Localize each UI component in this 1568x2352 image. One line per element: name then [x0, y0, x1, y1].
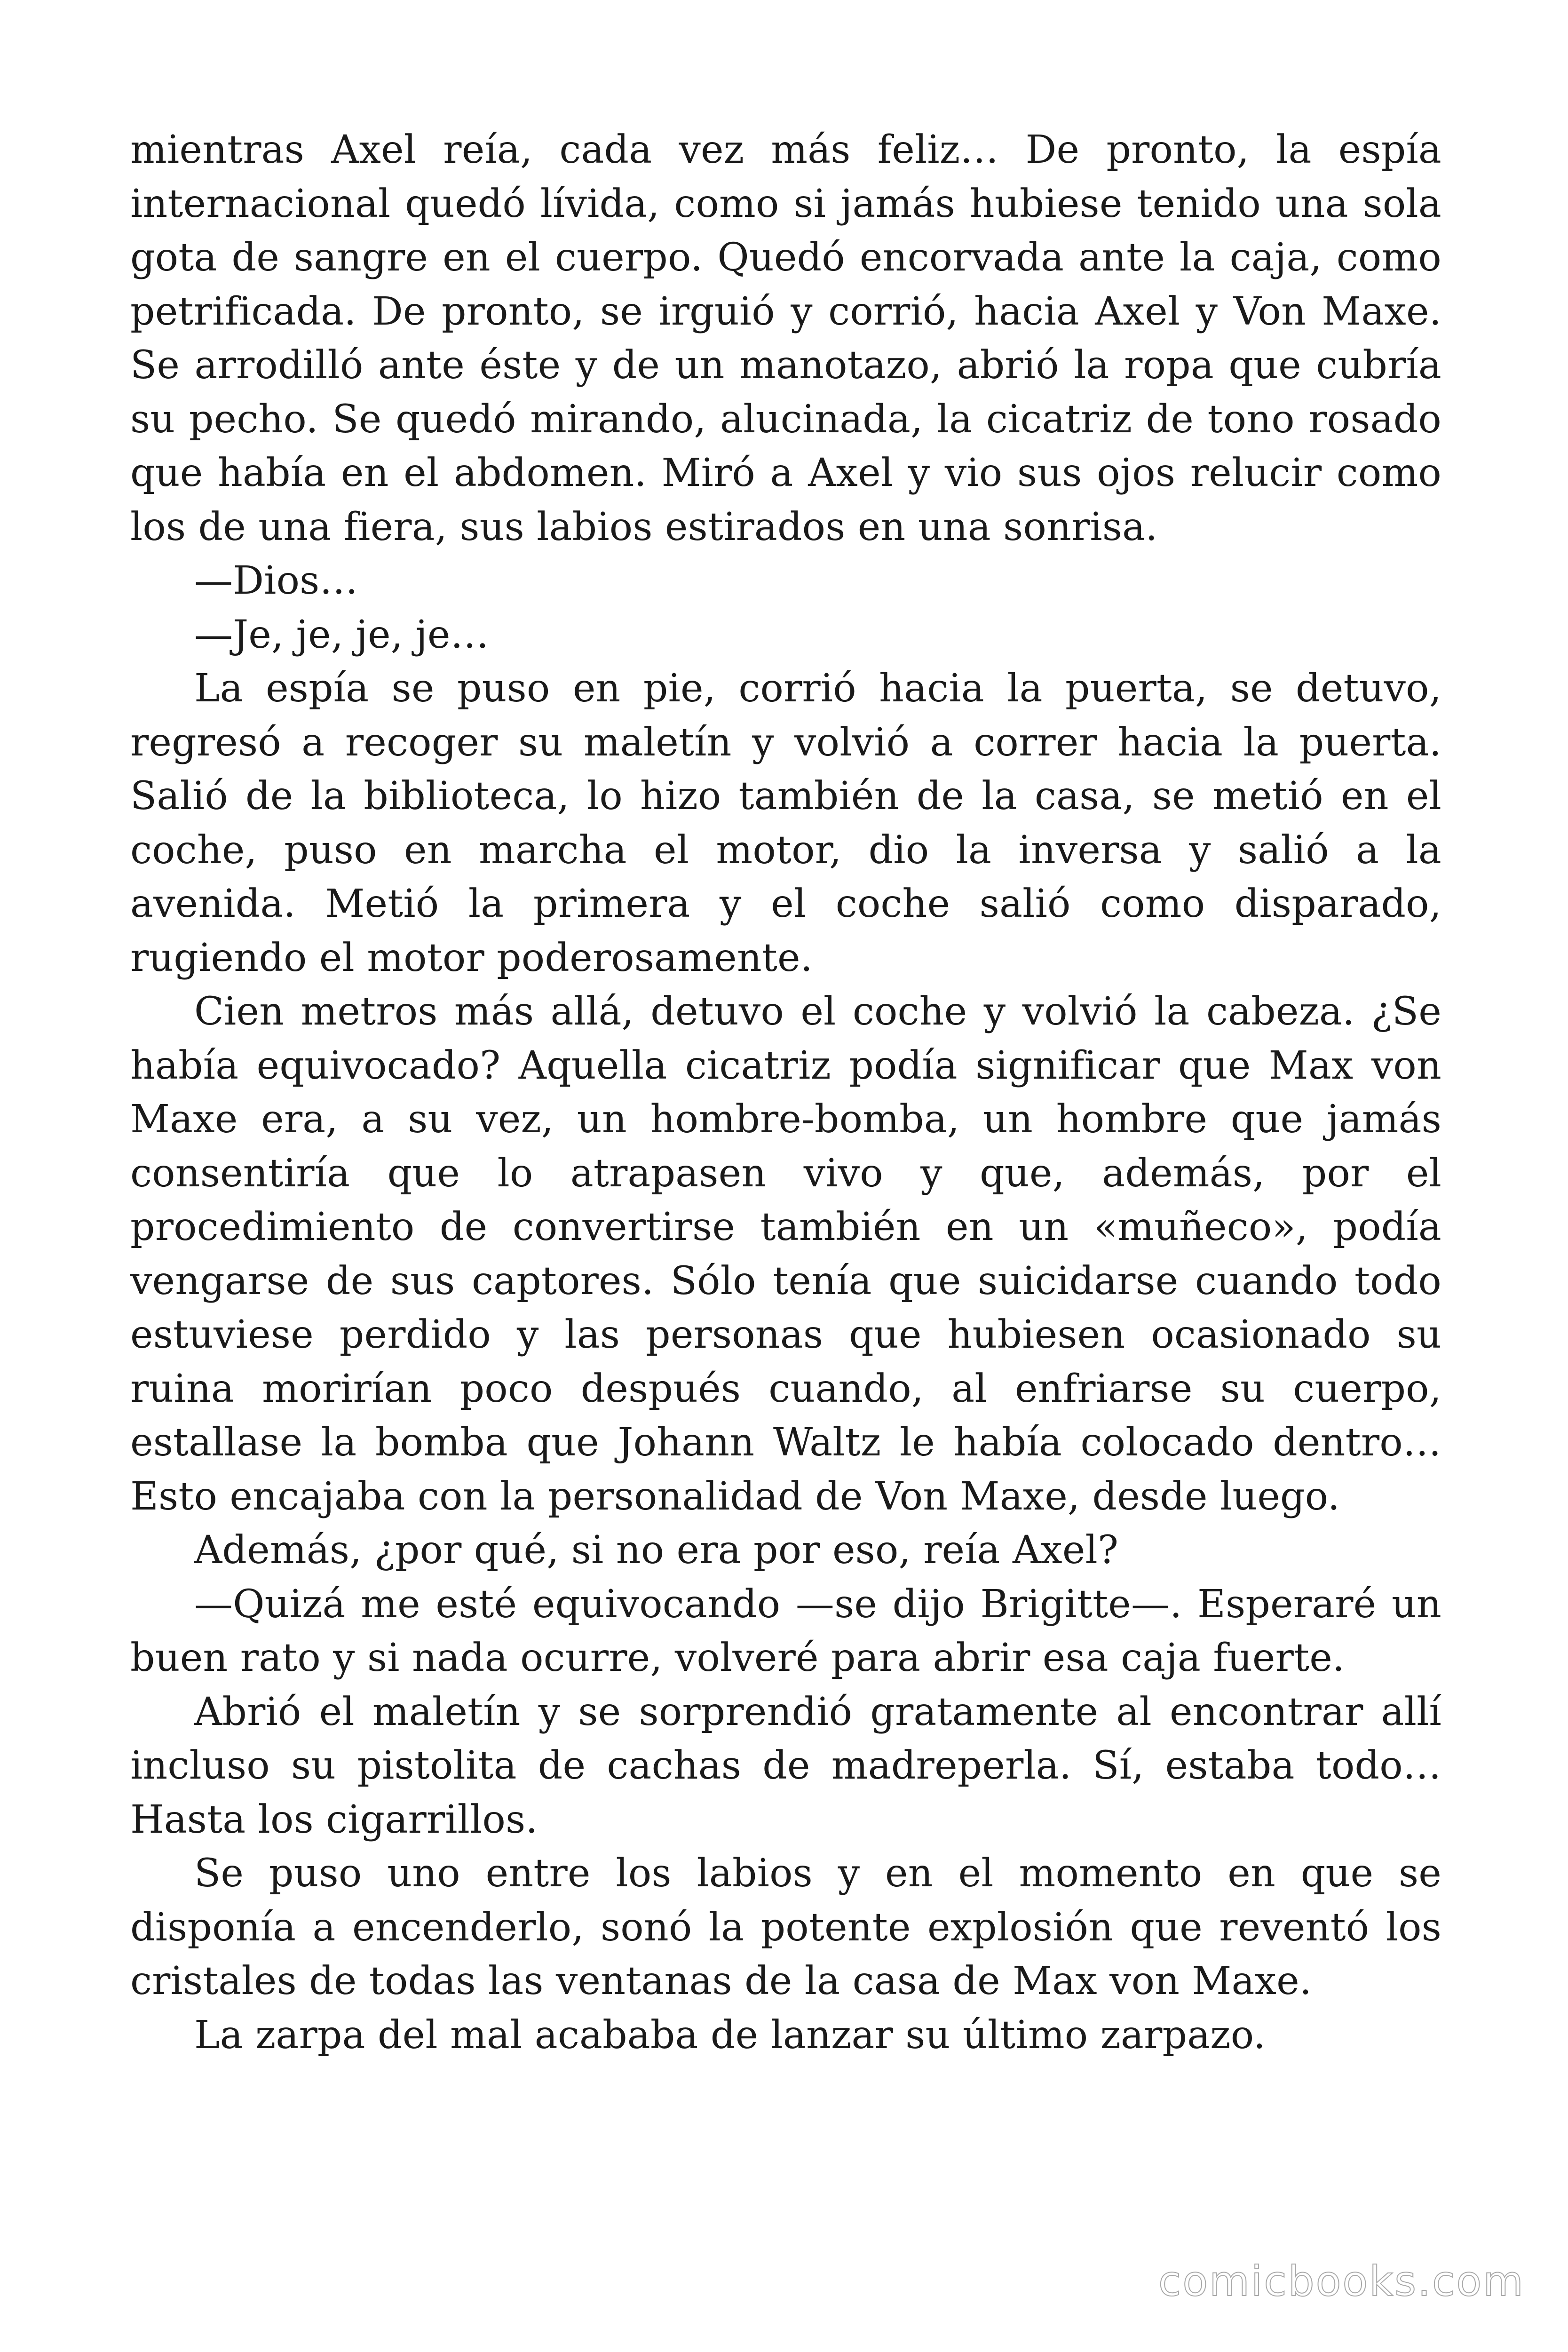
dialogue-line: —Dios… [194, 558, 358, 603]
closing-line: La zarpa del mal acababa de lanzar su último zarpazo. [194, 2012, 1266, 2058]
paragraph: Además, ¿por qué, si no era por eso, reía Axel? [194, 1528, 1119, 1573]
paragraph: Cien metros más allá, detuvo el coche y volvió la cabeza. ¿Se había equivocado? Aquella cicatriz podía significar que Max von Maxe era, a su vez, un hombre-bomba, un hombre que jamás consentiría que lo atrapasen vivo y que, además, por el procedimiento de convertirse también en un «muñeco», podía vengarse de sus captores. Sólo tenía que suicidarse cuando todo estuviese perdido y las personas que hubiesen ocasionado su ruina morirían poco después cuando, al enfriarse su cuerpo, estallase la bomba que Johann Waltz le había colocado dentro… Esto encajaba con la personalidad de Von Maxe, desde luego. [130, 989, 1441, 1519]
dialogue-line: —Je, je, je, je… [194, 612, 489, 657]
watermark: comicbooks.com [1158, 2257, 1525, 2305]
dialogue-line: —Quizá me esté equivocando —se dijo Brigitte—. Esperaré un buen rato y si nada ocurre, volveré para abrir esa caja fuerte. [130, 1581, 1441, 1680]
book-page [130, 123, 1441, 2062]
paragraph: La espía se puso en pie, corrió hacia la puerta, se detuvo, regresó a recoger su maletín y volvió a correr hacia la puerta. Salió de la biblioteca, lo hizo también de la casa, se metió en el coche, puso en marcha el motor, dio la inversa y salió a la avenida. Metió la primera y el coche salió como disparado, rugiendo el motor poderosamente. [130, 666, 1441, 980]
paragraph: mientras Axel reía, cada vez más feliz… De pronto, la espía internacional quedó lívida, como si jamás hubiese tenido una sola gota de sangre en el cuerpo. Quedó encorvada ante la caja, como petrificada. De pronto, se irguió y corrió, hacia Axel y Von Maxe. Se arrodilló ante éste y de un manotazo, abrió la ropa que cubría su pecho. Se quedó mirando, alucinada, la cicatriz de tono rosado que había en el abdomen. Miró a Axel y vio sus ojos relucir como los de una fiera, sus labios estirados en una sonrisa. [130, 127, 1441, 549]
paragraph: Se puso uno entre los labios y en el momento en que se disponía a encenderlo, sonó la potente explosión que reventó los cristales de todas las ventanas de la casa de Max von Maxe. [130, 1851, 1441, 2003]
paragraph: Abrió el maletín y se sorprendió gratamente al encontrar allí incluso su pistolita de cachas de madreperla. Sí, estaba todo… Hasta los cigarrillos. [130, 1689, 1441, 1842]
